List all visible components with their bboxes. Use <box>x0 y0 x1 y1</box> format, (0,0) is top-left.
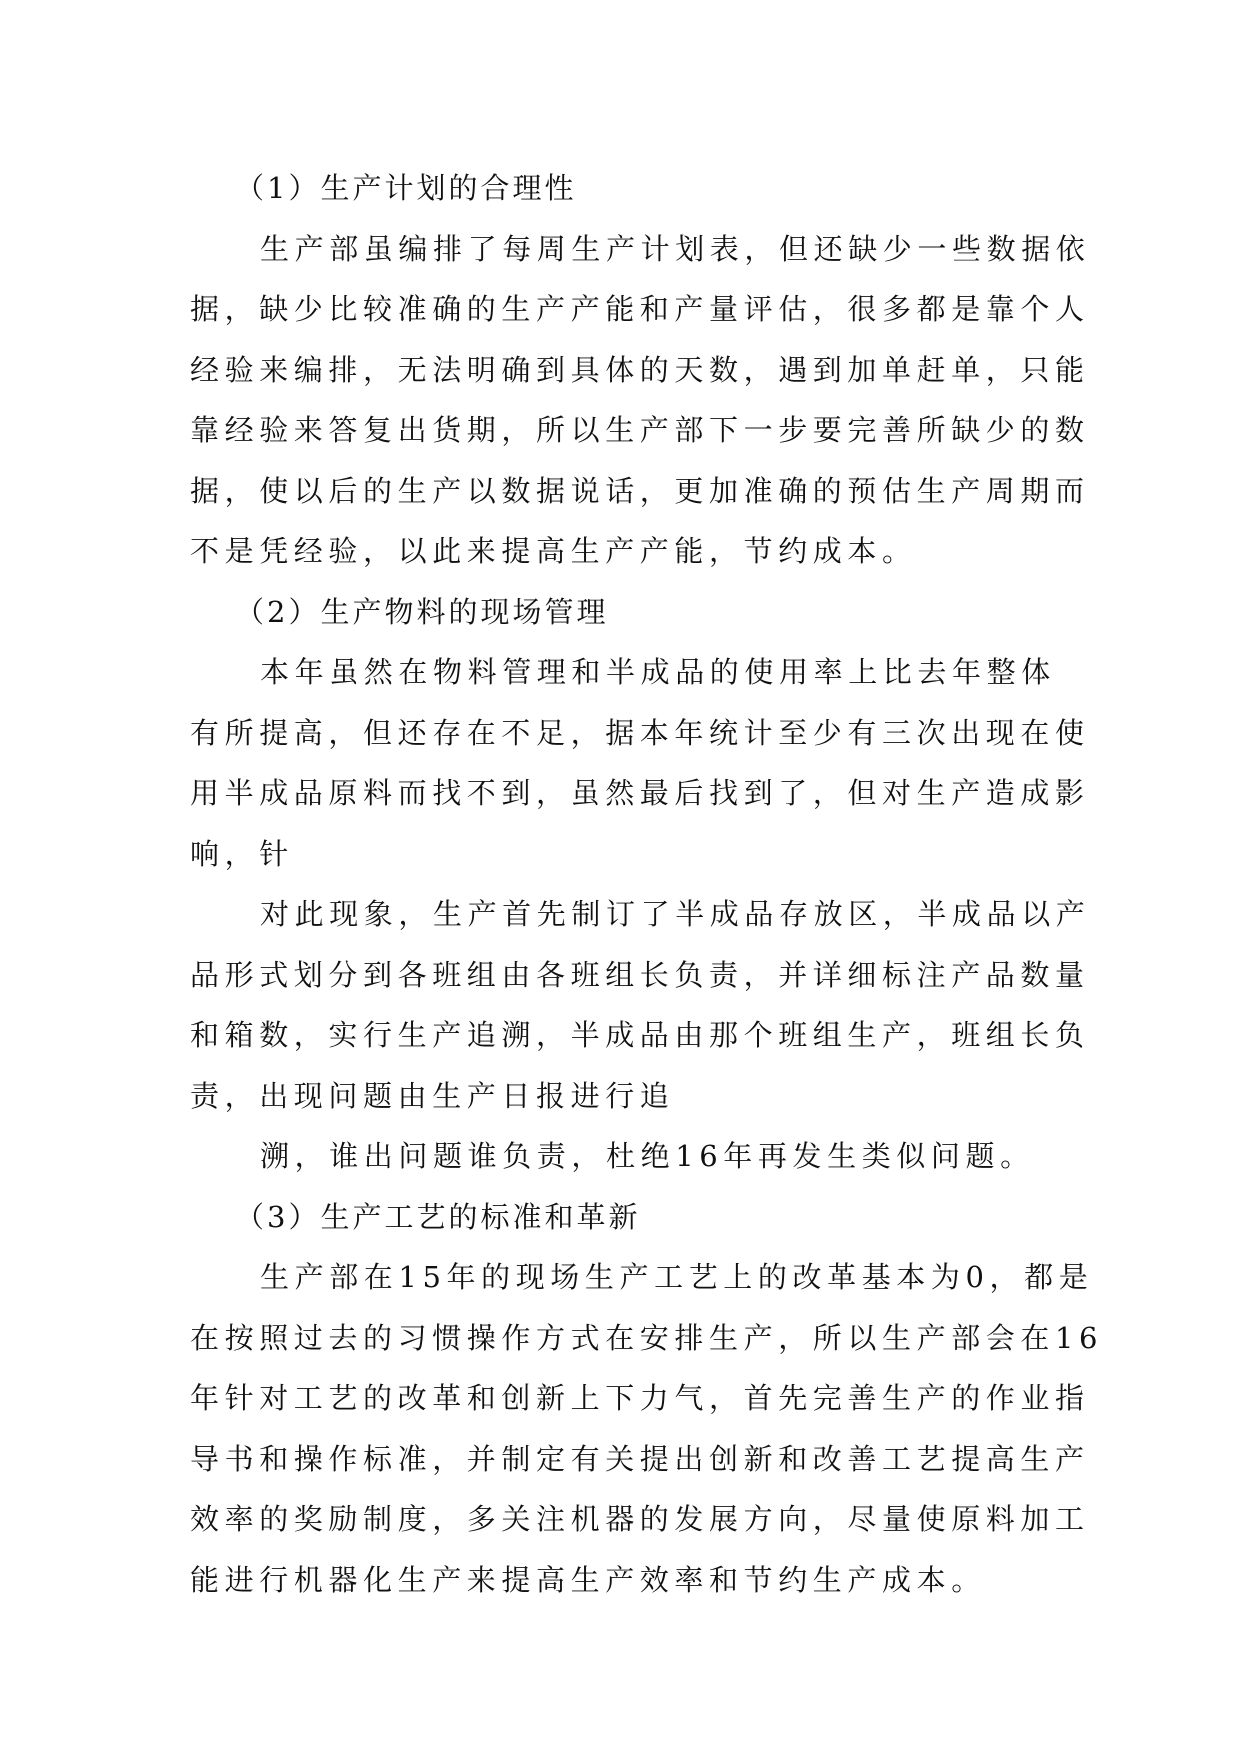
paragraph-line: 据，缺少比较准确的生产产能和产量评估，很多都是靠个人 <box>190 292 1090 326</box>
paragraph-line: 经验来编排，无法明确到具体的天数，遇到加单赶单，只能 <box>190 352 1090 387</box>
paragraph-line: 品形式划分到各班组由各班组长负责，并详细标注产品数量 <box>190 957 1090 992</box>
paragraph-line: 导书和操作标准，并制定有关提出创新和改善工艺提高生产 <box>190 1441 1090 1476</box>
paragraph-line: 和箱数，实行生产追溯，半成品由那个班组生产，班组长负 <box>190 1018 1090 1052</box>
section-heading-1: （1）生产计划的合理性 <box>235 171 577 205</box>
paragraph-line: 能进行机器化生产来提高生产效率和节约生产成本。 <box>190 1562 986 1597</box>
paragraph-line: 响，针 <box>190 836 294 871</box>
paragraph-line: 生产部在15年的现场生产工艺上的改革基本为0，都是 <box>260 1260 1094 1294</box>
paragraph-line: 生产部虽编排了每周生产计划表，但还缺少一些数据依 <box>260 231 1091 266</box>
paragraph-line: 责，出现问题由生产日报进行追 <box>190 1078 675 1113</box>
section-heading-3: （3）生产工艺的标准和革新 <box>235 1199 641 1234</box>
paragraph-line: 对此现象，生产首先制订了半成品存放区，半成品以产 <box>260 897 1091 931</box>
paragraph-line: 有所提高，但还存在不足，据本年统计至少有三次出现在使 <box>190 715 1090 750</box>
paragraph-line: 年针对工艺的改革和创新上下力气，首先完善生产的作业指 <box>190 1381 1090 1415</box>
section-heading-2: （2）生产物料的现场管理 <box>235 594 609 629</box>
paragraph-line: 用半成品原料而找不到，虽然最后找到了，但对生产造成影 <box>190 776 1090 810</box>
document-body <box>190 158 1104 1610</box>
paragraph-line: 据，使以后的生产以数据说话，更加准确的预估生产周期而 <box>190 473 1090 508</box>
paragraph-line: 不是凭经验，以此来提高生产产能，节约成本。 <box>190 534 917 568</box>
paragraph-line: 溯，谁出问题谁负责，杜绝16年再发生类似问题。 <box>260 1139 1035 1173</box>
paragraph-line: 效率的奖励制度，多关注机器的发展方向，尽量使原料加工 <box>190 1502 1090 1536</box>
paragraph-line: 靠经验来答复出货期，所以生产部下一步要完善所缺少的数 <box>190 413 1090 447</box>
paragraph-line: 本年虽然在物料管理和半成品的使用率上比去年整体 <box>260 655 1056 689</box>
paragraph-line: 在按照过去的习惯操作方式在安排生产，所以生产部会在16 <box>190 1320 1104 1355</box>
